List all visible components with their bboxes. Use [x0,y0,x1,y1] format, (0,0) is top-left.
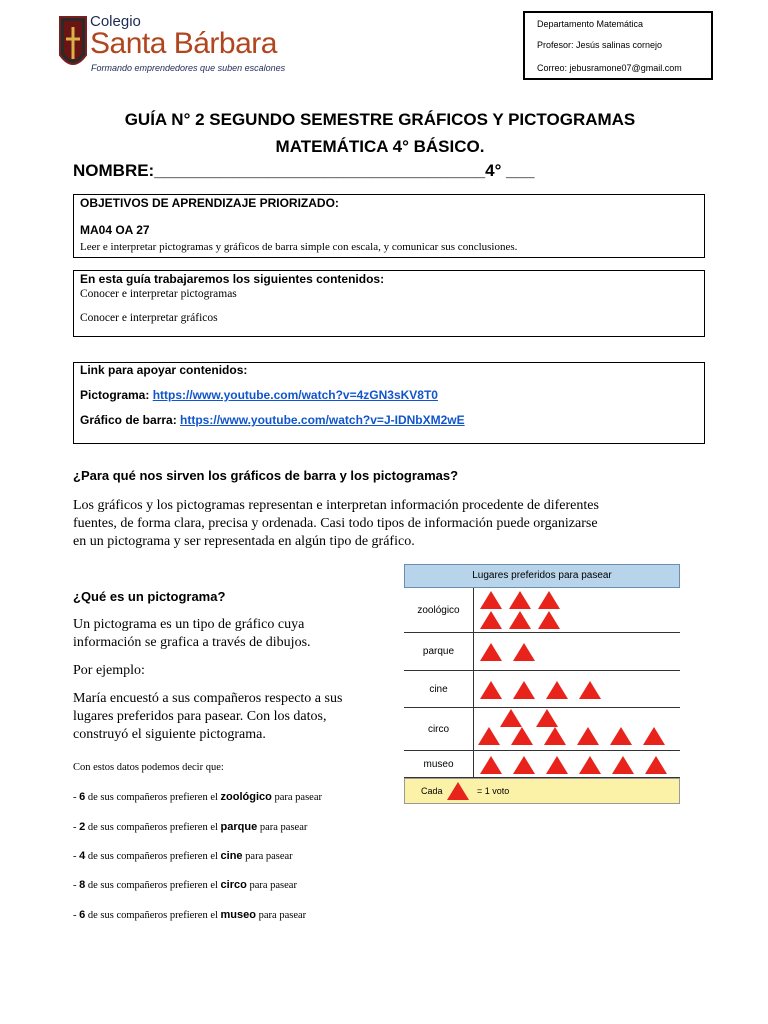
pictogram-row [404,671,680,708]
chart-legend [404,778,680,804]
school-prefix: Colegio [90,13,141,30]
pictogram-triangle-icon [509,591,531,609]
pictogram-category-label: museo [404,751,474,777]
legend-prefix: Cada [421,786,443,796]
fact-item: - 4 de sus compañeros prefieren el cine para pasear [73,850,293,862]
purpose-line: fuentes, de forma clara, precisa y ordenada. Casi todo tipos de información puede organizarse [73,516,598,531]
school-crest-icon [58,15,88,75]
purpose-line: Los gráficos y los pictogramas representan e interpretan información procedente de diferentes [73,498,599,513]
example-line: lugares preferidos para pasear. Con los datos, [73,709,327,724]
email-text: Correo: jebusramone07@gmail.com [537,63,682,73]
school-logo [58,13,286,77]
bar-link-row [80,413,465,427]
school-tagline: Formando emprendedores que suben escalones [91,63,286,73]
teacher-info-box [523,11,713,80]
pictogram-triangle-icon [577,727,599,745]
pictogram-triangle-icon [546,756,568,774]
pictogram-category-label: parque [404,633,474,670]
section-heading-pictogram: ¿Qué es un pictograma? [73,589,226,604]
bar-chart-video-link[interactable]: https://www.youtube.com/watch?v=J-IDNbXM2wE [180,413,465,427]
fact-item: - 6 de sus compañeros prefieren el zoológico para pasear [73,791,322,803]
fact-item: - 6 de sus compañeros prefieren el museo para pasear [73,909,307,921]
pictogram-triangle-icon [610,727,632,745]
objective-text: Leer e interpretar pictogramas y gráficos de barra simple con escala, y comunicar sus conclusiones. [80,241,518,253]
school-name: Santa Bárbara [90,27,277,60]
objectives-box [73,194,705,258]
objectives-header: OBJETIVOS DE APRENDIZAJE PRIORIZADO: [80,196,339,210]
pictogram-video-link[interactable]: https://www.youtube.com/watch?v=4zGN3sKV8T0 [152,388,438,402]
pictogram-row [404,633,680,671]
pictogram-triangle-icon [643,727,665,745]
contents-box [73,270,705,337]
pictogram-chart [404,564,680,804]
conclusion-intro: Con estos datos podemos decir que: [73,762,224,773]
name-line: NOMBRE:___________________________________4° ___ [73,161,535,180]
pictogram-link-label: Pictograma: [80,388,153,402]
objective-code: MA04 OA 27 [80,223,150,237]
pictogram-row [404,751,680,778]
bar-link-label: Gráfico de barra: [80,413,181,427]
example-line: construyó el siguiente pictograma. [73,727,266,742]
fact-item: - 8 de sus compañeros prefieren el circo para pasear [73,879,297,891]
pictogram-triangle-icon [480,681,502,699]
pictogram-triangle-icon [478,727,500,745]
pictogram-triangle-icon [612,756,634,774]
pictogram-triangle-icon [538,611,560,629]
chart-title: Lugares preferidos para pasear [404,564,680,588]
example-label: Por ejemplo: [73,663,145,678]
pictogram-triangle-icon [511,727,533,745]
purpose-line: en un pictograma y ser representada en algún tipo de gráfico. [73,534,415,549]
pictogram-triangle-icon [509,611,531,629]
pictogram-triangle-icon [645,756,667,774]
pictogram-category-label: zoológico [404,588,474,632]
department-text: Departamento Matemática [537,19,644,29]
pictogram-category-label: cine [404,671,474,707]
pictogram-triangle-icon [536,709,558,727]
guide-subtitle: MATEMÁTICA 4° BÁSICO. [275,137,485,156]
content-item: Conocer e interpretar pictogramas [80,288,237,300]
contents-header: En esta guía trabajaremos los siguientes contenidos: [80,272,385,286]
pictogram-triangle-icon [480,591,502,609]
legend-suffix: = 1 voto [477,786,510,796]
teacher-text: Profesor: Jesús salinas cornejo [537,40,663,50]
pictogram-triangle-icon [480,611,502,629]
guide-title: GUÍA N° 2 SEGUNDO SEMESTRE GRÁFICOS Y PICTOGRAMAS [124,110,636,129]
links-box [73,362,705,444]
pictogram-triangle-icon [480,643,502,661]
content-item: Conocer e interpretar gráficos [80,312,218,324]
pictogram-row [404,708,680,751]
pictogram-link-row [80,388,438,402]
pictogram-triangle-icon [579,756,601,774]
pictogram-triangle-icon [544,727,566,745]
pictogram-row [404,588,680,633]
pictogram-triangle-icon [500,709,522,727]
links-header: Link para apoyar contenidos: [80,363,248,377]
pictogram-category-label: circo [404,708,474,750]
example-line: María encuestó a sus compañeros respecto a sus [73,691,343,706]
pictogram-triangle-icon [546,681,568,699]
pictogram-triangle-icon [513,756,535,774]
pictogram-triangle-icon [579,681,601,699]
pictogram-triangle-icon [538,591,560,609]
section-heading-purpose: ¿Para qué nos sirven los gráficos de barra y los pictogramas? [73,468,459,483]
legend-triangle-icon [447,782,469,800]
definition-line: Un pictograma es un tipo de gráfico cuya [73,617,305,632]
pictogram-triangle-icon [513,681,535,699]
pictogram-triangle-icon [513,643,535,661]
pictogram-triangle-icon [480,756,502,774]
definition-line: información se grafica a través de dibujos. [73,635,311,650]
fact-item: - 2 de sus compañeros prefieren el parque para pasear [73,821,308,833]
